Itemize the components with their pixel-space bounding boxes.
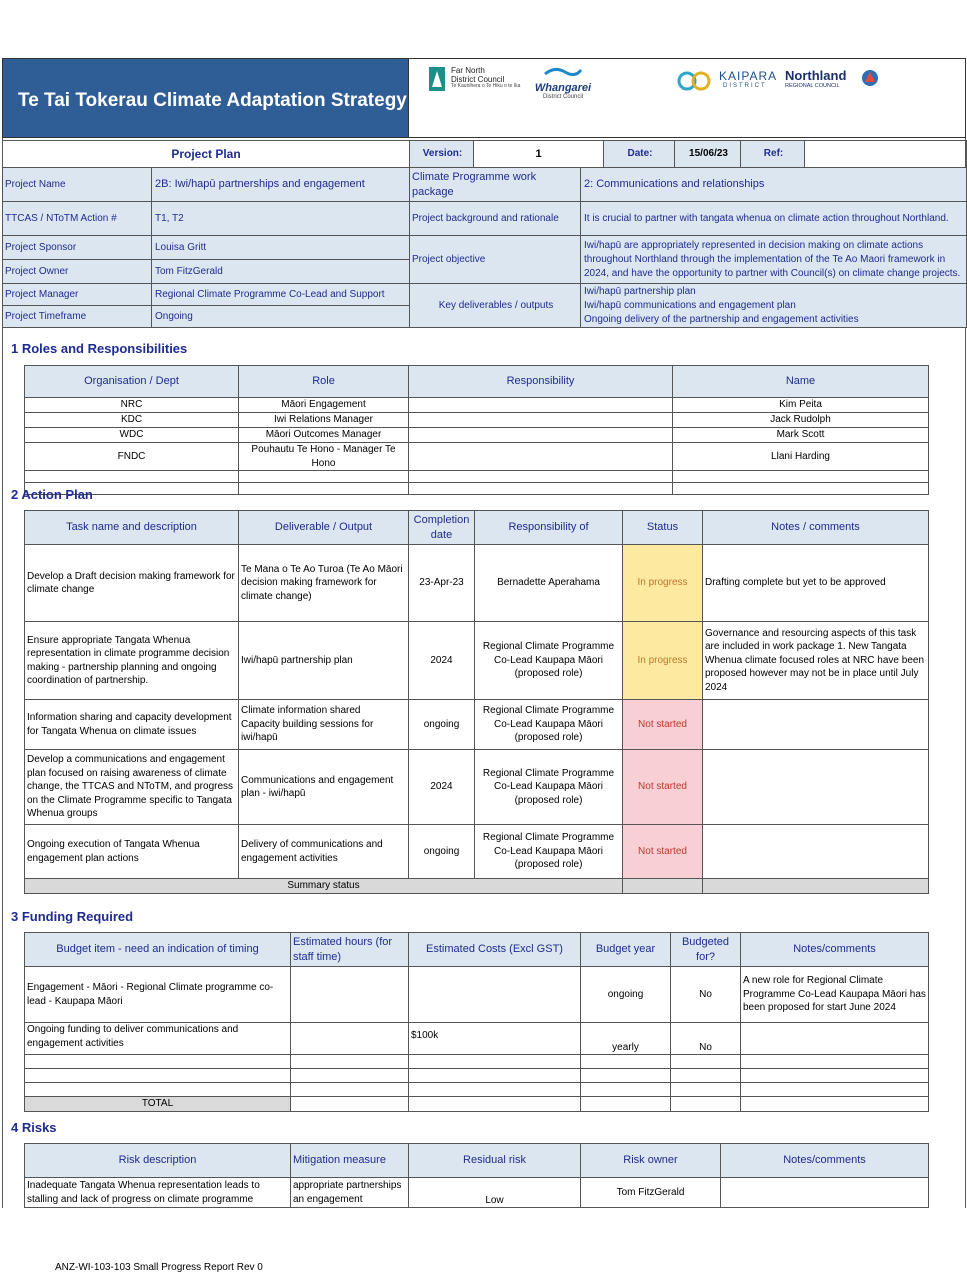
action-header-responsibility: Responsibility of — [475, 511, 623, 545]
funding-header-costs: Estimated Costs (Excl GST) — [409, 933, 581, 967]
action-plan-section-title: 2 Action Plan — [11, 487, 93, 502]
manager-label: Project Manager — [3, 284, 152, 306]
total-label: TOTAL — [25, 1097, 291, 1112]
table-row: KDC Iwi Relations Manager Jack Rudolph — [25, 413, 929, 428]
risks-section-title: 4 Risks — [11, 1120, 57, 1135]
table-row — [25, 1055, 929, 1069]
table-row: Develop a Draft decision making framework for climate change Te Mana o Te Ao Turoa (Te Ao Māori decision making framework for climate change) 23-Apr-23 Bernadette Aperahama In progress Drafting complete but yet to be approved — [25, 545, 929, 622]
action-header-deliverable: Deliverable / Output — [239, 511, 409, 545]
roles-header-role: Role — [239, 366, 409, 398]
table-row: Inadequate Tangata Whenua representation leads to stalling and lack of progress on climate programme appropriate partnerships an engagement Low Tom FitzGerald — [25, 1178, 929, 1208]
action-plan-table — [24, 510, 929, 894]
project-plan-table — [2, 140, 967, 168]
funding-header-hours: Estimated hours (for staff time) — [291, 933, 409, 967]
ttcas-value: T1, T2 — [152, 202, 410, 236]
table-row — [25, 1083, 929, 1097]
timeframe-label: Project Timeframe — [3, 306, 152, 328]
table-row — [25, 471, 929, 483]
manager-value: Regional Climate Programme Co-Lead and Support — [152, 284, 410, 306]
table-row — [25, 483, 929, 495]
risks-header-notes: Notes/comments — [721, 1144, 929, 1178]
owner-value: Tom FitzGerald — [152, 260, 410, 284]
date-value: 15/06/23 — [675, 141, 741, 168]
risks-table — [24, 1143, 929, 1208]
table-row: Information sharing and capacity development for Tangata Whenua on climate issues Climate information shared Capacity building sessions for iwi/hapū ongoing Regional Climate Programme Co-Lead Kaupapa Māori (proposed role) Not started — [25, 700, 929, 750]
page-title: Te Tai Tokerau Climate Adaptation Strategy — [18, 90, 407, 111]
work-package-label: Climate Programme work package — [410, 168, 581, 202]
whangarei-logo: Whangarei District Council — [527, 65, 599, 99]
funding-header-item: Budget item - need an indication of timing — [25, 933, 291, 967]
status-badge: In progress — [623, 622, 703, 700]
funding-header-budgeted: Budgeted for? — [671, 933, 741, 967]
background-label: Project background and rationale — [410, 202, 581, 236]
version-label: Version: — [410, 141, 474, 168]
objective-value: Iwi/hapū are appropriately represented in decision making on climate actions throughout Northland through the implementation of the Te Ao Maori framework in 2024, and have the opportunity to partner with Council(s) on climate change projects. — [581, 236, 967, 284]
objective-label: Project objective — [410, 236, 581, 284]
roles-header-name: Name — [673, 366, 929, 398]
roles-section-title: 1 Roles and Responsibilities — [11, 341, 188, 356]
total-row — [25, 1097, 929, 1112]
deliverables-label: Key deliverables / outputs — [410, 284, 581, 328]
logo-strip — [409, 58, 966, 138]
table-row: Ensure appropriate Tangata Whenua representation in climate programme decision making - partnership planning and ongoing coordination of partnership. Iwi/hapū partnership plan 2024 Regional Climate Programme Co-Lead Kaupapa Māori (proposed role) In progress Governance and resourcing aspects of this task are included in work package 1. New Tangata Whenua climate focused roles at NRC have been proposed however may not be in place until July 2024 — [25, 622, 929, 700]
far-north-logo: Far North District Council Te Kaunihera o Te Hiku o te Ika — [427, 65, 522, 99]
sponsor-label: Project Sponsor — [3, 236, 152, 260]
background-value: It is crucial to partner with tangata whenua on climate action throughout Northland. — [581, 202, 967, 236]
far-north-emblem-icon — [427, 65, 449, 93]
northland-logo: Northland REGIONAL COUNCIL — [785, 68, 895, 98]
risks-header-residual: Residual risk — [409, 1144, 581, 1178]
date-label: Date: — [604, 141, 675, 168]
table-row: Engagement - Māori - Regional Climate programme co-lead - Kaupapa Māori ongoing No A new role for Regional Climate Programme Co-Lead Kaupapa Māori has been proposed for start June 2024 — [25, 967, 929, 1023]
deliverables-value: Iwi/hapū partnership plan Iwi/hapū communications and engagement plan Ongoing delivery of the partnership and engagement activities — [581, 284, 967, 328]
status-badge: Not started — [623, 750, 703, 825]
title-banner — [2, 58, 409, 138]
ref-label: Ref: — [741, 141, 805, 168]
project-name-label: Project Name — [3, 168, 152, 202]
table-row: Ongoing funding to deliver communications and engagement activities $100k yearly No — [25, 1023, 929, 1055]
table-row: Ongoing execution of Tangata Whenua engagement plan actions Delivery of communications and engagement activities ongoing Regional Climate Programme Co-Lead Kaupapa Māori (proposed role) Not started — [25, 825, 929, 879]
owner-label: Project Owner — [3, 260, 152, 284]
kaipara-rings-icon — [677, 69, 717, 93]
table-row: Develop a communications and engagement plan focused on raising awareness of climate change, the TTCAS and NToTM, and progress on the Climate Programme specific to Tangata Whenua groups Communications and engagement plan - iwi/hapū 2024 Regional Climate Programme Co-Lead Kaupapa Māori (proposed role) Not started — [25, 750, 929, 825]
funding-header-year: Budget year — [581, 933, 671, 967]
roles-header-responsibility: Responsibility — [409, 366, 673, 398]
timeframe-value: Ongoing — [152, 306, 410, 328]
funding-header-notes: Notes/comments — [741, 933, 929, 967]
funding-table — [24, 932, 929, 1112]
project-plan-heading: Project Plan — [3, 141, 410, 168]
northland-emblem-icon — [861, 69, 879, 87]
status-badge: Not started — [623, 700, 703, 750]
table-row: WDC Māori Outcomes Manager Mark Scott — [25, 428, 929, 443]
status-badge: Not started — [623, 825, 703, 879]
ttcas-label: TTCAS / NToTM Action # — [3, 202, 152, 236]
summary-status-label: Summary status — [25, 879, 623, 894]
table-row: NRC Māori Engagement Kim Peita — [25, 398, 929, 413]
project-name-value: 2B: Iwi/hapū partnerships and engagement — [152, 168, 410, 202]
ref-value — [805, 141, 967, 168]
table-row — [25, 1069, 929, 1083]
work-package-value: 2: Communications and relationships — [581, 168, 967, 202]
status-badge: In progress — [623, 545, 703, 622]
kaipara-logo: KAIPARA DISTRICT — [677, 69, 767, 99]
whangarei-wave-icon — [543, 66, 583, 78]
sponsor-value: Louisa Gritt — [152, 236, 410, 260]
version-value: 1 — [474, 141, 604, 168]
summary-row — [25, 879, 929, 894]
action-header-date: Completion date — [409, 511, 475, 545]
footer-doc-ref: ANZ-WI-103-103 Small Progress Report Rev 0 — [55, 1262, 263, 1273]
action-header-notes: Notes / comments — [703, 511, 929, 545]
table-row: FNDC Pouhautu Te Hono - Manager Te Hono Llani Harding — [25, 443, 929, 471]
action-header-status: Status — [623, 511, 703, 545]
risks-header-owner: Risk owner — [581, 1144, 721, 1178]
roles-table — [24, 365, 929, 495]
risks-header-mitigation: Mitigation measure — [291, 1144, 409, 1178]
action-header-task: Task name and description — [25, 511, 239, 545]
roles-header-org: Organisation / Dept — [25, 366, 239, 398]
risks-header-description: Risk description — [25, 1144, 291, 1178]
funding-section-title: 3 Funding Required — [11, 909, 134, 924]
project-details-table — [2, 167, 967, 328]
